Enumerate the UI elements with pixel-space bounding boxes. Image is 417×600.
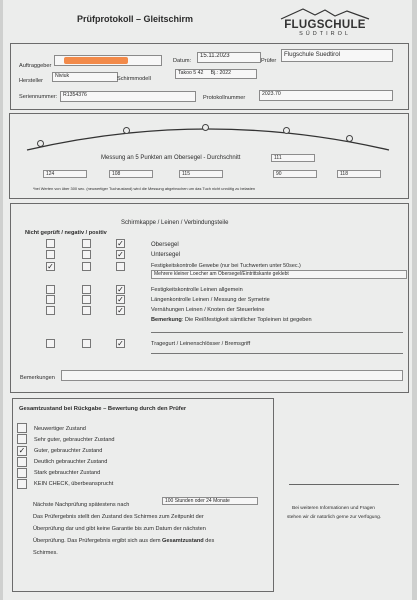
seriennummer-value: R1354376 bbox=[63, 92, 87, 98]
logo-sub-text: SÜDTIROL bbox=[299, 31, 351, 37]
pruefer-field[interactable] bbox=[281, 49, 393, 62]
measure-value-1[interactable]: 124 bbox=[43, 170, 87, 178]
option5-checkbox[interactable] bbox=[17, 468, 27, 478]
row6-note-label: Bemerkung bbox=[151, 317, 182, 323]
disclaimer-line-4: Schirmes. bbox=[33, 550, 58, 556]
option2-checkbox[interactable] bbox=[17, 434, 27, 444]
row3-negativ-checkbox[interactable] bbox=[82, 262, 91, 271]
row4-negativ-checkbox[interactable] bbox=[82, 285, 91, 294]
modell-value: Takoo 5 42 Bj.: 2022 bbox=[178, 70, 232, 76]
row7-line bbox=[151, 353, 403, 354]
pruefer-label: Prüfer bbox=[261, 58, 277, 64]
disclaimer-line-3 bbox=[33, 538, 214, 545]
protokoll-label: Protokollnummer bbox=[203, 95, 246, 101]
pruefer-value: Flugschule Suedtirol bbox=[284, 51, 341, 58]
seriennummer-label: Seriennummer: bbox=[19, 94, 58, 100]
side-note-line-1: Bei weiteren Informationen und Fragen bbox=[292, 506, 375, 511]
row6-nicht-checkbox[interactable] bbox=[46, 306, 55, 315]
measure-value-5[interactable]: 118 bbox=[337, 170, 381, 178]
seriennummer-field[interactable] bbox=[60, 91, 196, 102]
measure-point-2-icon bbox=[123, 127, 130, 134]
row2-label: Untersegel bbox=[151, 252, 181, 258]
row1-label: Obersegel bbox=[151, 242, 179, 248]
row5-nicht-checkbox[interactable] bbox=[46, 295, 55, 304]
protokoll-field[interactable] bbox=[259, 90, 393, 101]
row2-positiv-checkbox[interactable]: ✓ bbox=[117, 250, 124, 259]
hersteller-value: Niviuk bbox=[55, 73, 70, 79]
measure-value-4[interactable]: 90 bbox=[273, 170, 317, 178]
redaction-block bbox=[64, 57, 128, 64]
row1-negativ-checkbox[interactable] bbox=[82, 239, 91, 248]
protocol-sheet bbox=[3, 0, 412, 600]
disclaimer-line-3-pre: Überprüfung. Das Prüfergebnis ergibt sich aus dem bbox=[33, 538, 163, 544]
auftraggeber-label: Auftraggeber bbox=[19, 63, 52, 69]
row3-nicht-checkbox[interactable]: ✓ bbox=[47, 262, 54, 271]
measure-point-3-icon bbox=[202, 124, 209, 131]
canopy-profile-icon bbox=[23, 114, 393, 154]
row6-note bbox=[151, 317, 312, 324]
row1-nicht-checkbox[interactable] bbox=[46, 239, 55, 248]
row3-label: Festigkeitskontrolle Gewebe (nur bei Tuchwerten unter 50sec.) bbox=[151, 263, 301, 269]
row6-note-line bbox=[151, 332, 403, 333]
measure-value-2[interactable]: 108 bbox=[109, 170, 153, 178]
measure-point-4-icon bbox=[283, 127, 290, 134]
hersteller-field[interactable] bbox=[52, 72, 118, 82]
checks-column-header: Nicht geprüft / negativ / positiv bbox=[25, 230, 107, 236]
modell-field[interactable] bbox=[175, 69, 257, 79]
signature-line bbox=[289, 484, 399, 485]
checks-title: Schirmkappe / Leinen / Verbindungsteile bbox=[121, 220, 229, 226]
option3-checkbox[interactable]: ✓ bbox=[18, 446, 26, 455]
option4-label: Deutlich gebrauchter Zustand bbox=[34, 459, 108, 465]
row3-positiv-checkbox[interactable] bbox=[116, 262, 125, 271]
protokoll-value: 2023.70 bbox=[262, 91, 281, 97]
modell-label: Schirmmodell bbox=[117, 76, 151, 82]
row5-negativ-checkbox[interactable] bbox=[82, 295, 91, 304]
logo-main-text: FLUGSCHULE bbox=[284, 19, 366, 31]
option3-label: Guter, gebrauchter Zustand bbox=[34, 448, 103, 454]
option1-label: Neuwertiger Zustand bbox=[34, 426, 86, 432]
row6-label: Vernähungen Leinen / Knoten der Steuerleine bbox=[151, 307, 265, 313]
measure-point-5-icon bbox=[346, 135, 353, 142]
measurement-note: *bei Werten von über 300 sec. (neuwertiger Tuchzustand) wird die Messung abgebrochen um das Tuch nicht unnötig zu belasten bbox=[33, 186, 256, 191]
disclaimer-line-3-post: des bbox=[203, 538, 215, 544]
hersteller-label: Hersteller bbox=[19, 78, 43, 84]
row7-label: Tragegurt / Leinenschlösser / Bremsgriff bbox=[151, 341, 251, 347]
datum-field[interactable] bbox=[197, 52, 261, 63]
datum-value: 15.11.2023 bbox=[200, 53, 230, 59]
row5-positiv-checkbox[interactable]: ✓ bbox=[117, 295, 124, 304]
auftraggeber-field[interactable] bbox=[54, 55, 162, 66]
datum-label: Datum: bbox=[173, 58, 192, 64]
row4-label: Festigkeitskontrolle Leinen allgemein bbox=[151, 287, 243, 293]
row6-negativ-checkbox[interactable] bbox=[82, 306, 91, 315]
disclaimer-line-1: Das Prüfergebnis stellt den Zustand des Schirmes zum Zeitpunkt der bbox=[33, 514, 204, 520]
mountain-icon bbox=[273, 6, 377, 20]
side-note-line-2: stehen wir dir natürlich gerne zur Verfügung. bbox=[287, 515, 382, 520]
logo bbox=[273, 6, 377, 40]
row7-nicht-checkbox[interactable] bbox=[46, 339, 55, 348]
measure-point-1-icon bbox=[37, 140, 44, 147]
row6-positiv-checkbox[interactable]: ✓ bbox=[117, 306, 124, 315]
option6-label: KEIN CHECK, überbeansprucht bbox=[34, 481, 114, 487]
measure-value-3[interactable]: 115 bbox=[179, 170, 223, 178]
remarks-label: Bemerkungen bbox=[20, 375, 55, 381]
measurement-caption: Messung an 5 Punkten am Obersegel - Durchschnitt bbox=[101, 155, 241, 161]
disclaimer-line-3-bold: Gesamtzustand bbox=[162, 538, 204, 544]
row5-label: Längenkontrolle Leinen / Messung der Symetrie bbox=[151, 297, 270, 303]
row1-positiv-checkbox[interactable]: ✓ bbox=[117, 239, 124, 248]
average-field[interactable]: 111 bbox=[271, 154, 315, 162]
option6-checkbox[interactable] bbox=[17, 479, 27, 489]
option1-checkbox[interactable] bbox=[17, 423, 27, 433]
option4-checkbox[interactable] bbox=[17, 457, 27, 467]
disclaimer-line-2: Überprüfung dar und gibt keine Garantie bis zum Datum der nächsten bbox=[33, 526, 206, 532]
option2-label: Sehr guter, gebrauchter Zustand bbox=[34, 437, 115, 443]
next-check-field[interactable]: 100 Stunden oder 24 Monate bbox=[162, 497, 258, 505]
row2-negativ-checkbox[interactable] bbox=[82, 250, 91, 259]
row7-positiv-checkbox[interactable]: ✓ bbox=[117, 339, 124, 348]
row3-comment-field[interactable]: Mehrere kleiner Loecher am Obersegel/Eintrittskante geklebt bbox=[151, 270, 407, 279]
row2-nicht-checkbox[interactable] bbox=[46, 250, 55, 259]
row4-nicht-checkbox[interactable] bbox=[46, 285, 55, 294]
row6-note-text: : Die Reißfestigkeit sämtlicher Topleinen ist gegeben bbox=[181, 317, 312, 323]
page-title: Prüfprotokoll – Gleitschirm bbox=[77, 14, 194, 24]
row4-positiv-checkbox[interactable]: ✓ bbox=[117, 285, 124, 294]
next-check-label: Nächste Nachprüfung spätestens nach bbox=[33, 502, 130, 508]
option5-label: Stark gebrauchter Zustand bbox=[34, 470, 101, 476]
row7-negativ-checkbox[interactable] bbox=[82, 339, 91, 348]
remarks-field[interactable] bbox=[61, 370, 403, 381]
overall-title: Gesamtzustand bei Rückgabe – Bewertung durch den Prüfer bbox=[19, 406, 187, 412]
